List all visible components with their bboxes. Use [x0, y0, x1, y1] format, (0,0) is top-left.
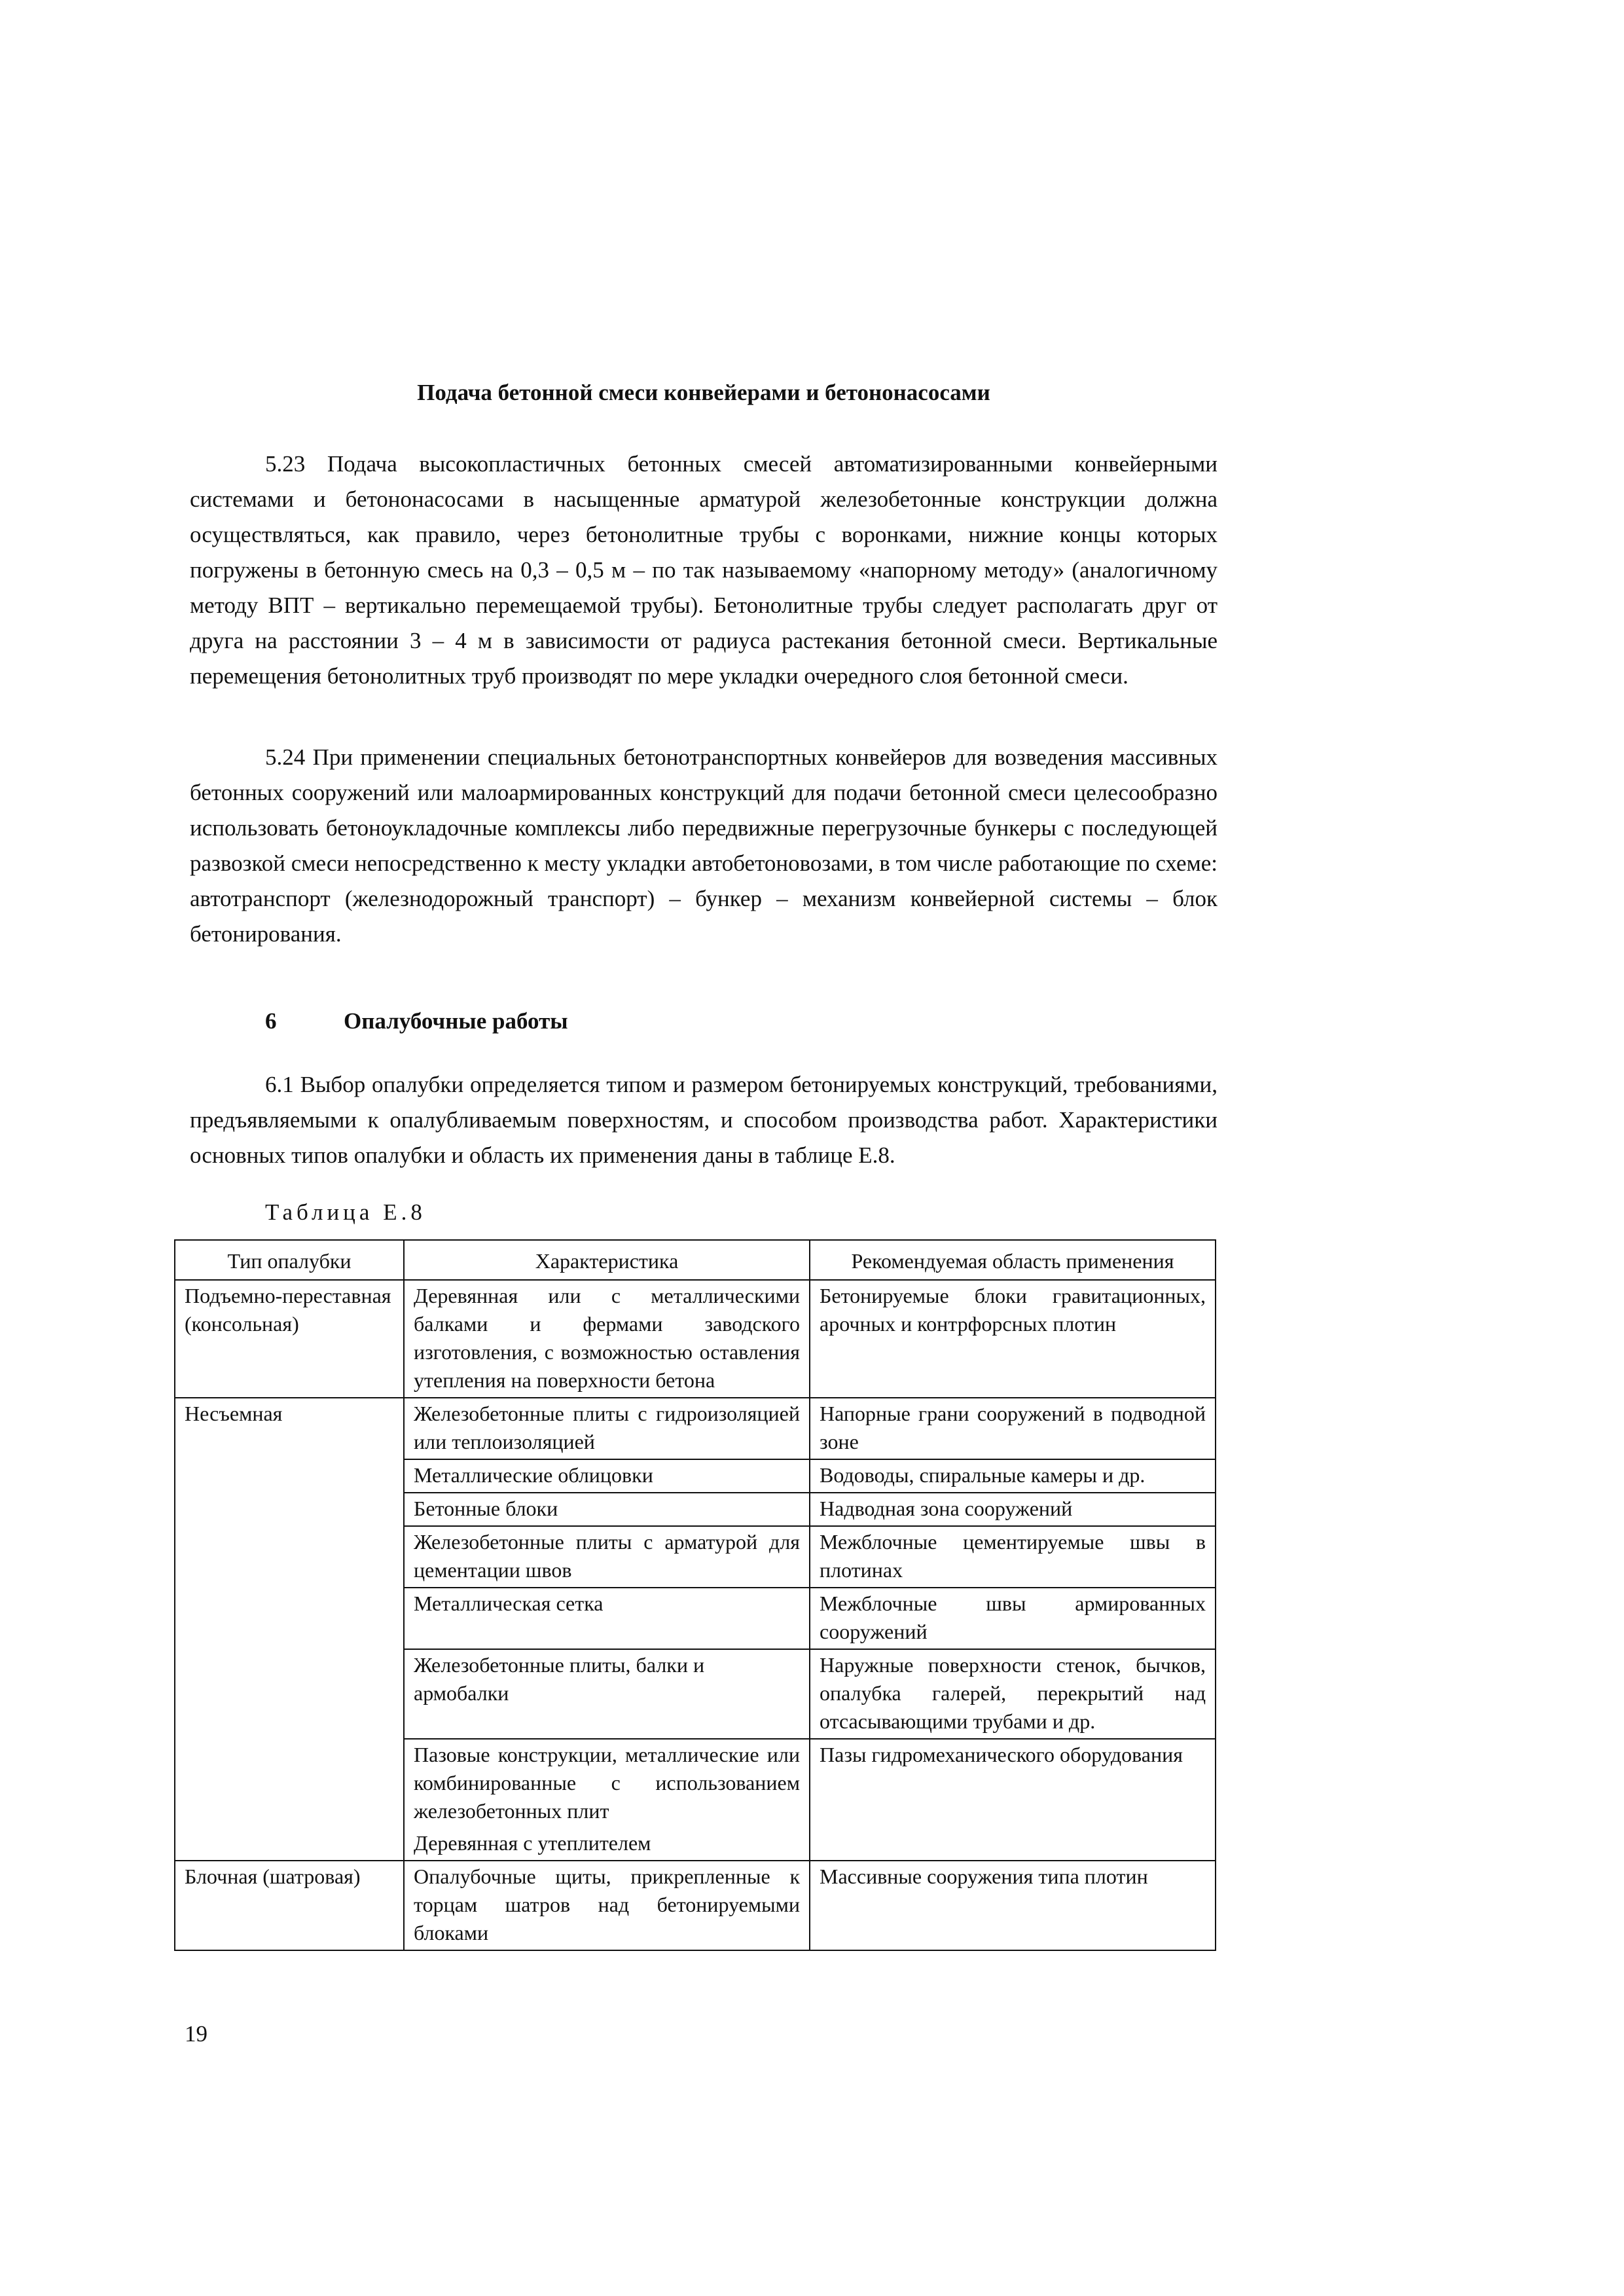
- table-header-row: [175, 1240, 1216, 1280]
- cell-application: Массивные сооружения типа плотин: [810, 1861, 1216, 1950]
- table-caption: Таблица Е.8: [265, 1199, 426, 1225]
- cell-application: Водоводы, спиральные камеры и др.: [810, 1459, 1216, 1493]
- cell-type: Подъемно-переставная (консольная): [175, 1280, 404, 1398]
- cell-application: Надводная зона сооружений: [810, 1493, 1216, 1526]
- cell-characteristic: Металлическая сетка: [404, 1588, 810, 1649]
- header-characteristic: Характеристика: [404, 1240, 810, 1280]
- cell-application: Межблочные цементируемые швы в плотинах: [810, 1526, 1216, 1588]
- formwork-table: [174, 1239, 1216, 1951]
- cell-characteristic: Бетонные блоки: [404, 1493, 810, 1526]
- cell-application: Межблочные швы армированных сооружений: [810, 1588, 1216, 1649]
- cell-application: Напорные грани сооружений в подводной зоне: [810, 1398, 1216, 1459]
- cell-application: Бетонируемые блоки гравитационных, арочных и контрфорсных плотин: [810, 1280, 1216, 1398]
- page-number: 19: [185, 2021, 208, 2047]
- cell-characteristic: Деревянная с утеплителем: [404, 1828, 810, 1861]
- cell-characteristic: Деревянная или с металлическими балками и фермами заводского изготовления, с возможностью оставления утепления на поверхности бетона: [404, 1280, 810, 1398]
- header-type: Тип опалубки: [175, 1240, 404, 1280]
- section-title: Подача бетонной смеси конвейерами и бетононасосами: [417, 380, 990, 405]
- paragraph-5-24: 5.24 При применении специальных бетонотранспортных конвейеров для возведения массивных бетонных сооружений или малоармированных конструкций для подачи бетонной смеси целесообразно использовать бетоноукладочные комплексы либо передвижные перегрузочные бункеры с последующей развозкой смеси непосредственно к месту укладки автобетоновозами, в том числе работающие по схеме: автотранспорт (железнодорожный транспорт) – бункер – механизм конвейерной системы – блок бетонирования.: [190, 744, 1218, 947]
- section-6-heading: [265, 1007, 568, 1036]
- cell-type: Блочная (шатровая): [175, 1861, 404, 1950]
- table-row: [175, 1280, 1216, 1398]
- cell-type: Несъемная: [175, 1398, 404, 1861]
- section-6-number: 6: [265, 1008, 277, 1034]
- cell-characteristic: Опалубочные щиты, прикрепленные к торцам шатров над бетонируемыми блоками: [404, 1861, 810, 1950]
- table-row: [175, 1861, 1216, 1950]
- paragraph-6-1: 6.1 Выбор опалубки определяется типом и размером бетонируемых конструкций, требованиями, предъявляемыми к опалубливаемым поверхностям, и способом производства работ. Характеристики основных типов опалубки и область их применения даны в таблице Е.8.: [190, 1072, 1218, 1168]
- table-row: [175, 1398, 1216, 1459]
- cell-characteristic: Железобетонные плиты с гидроизоляцией или теплоизоляцией: [404, 1398, 810, 1459]
- header-application: Рекомендуемая область применения: [810, 1240, 1216, 1280]
- cell-characteristic: Металлические облицовки: [404, 1459, 810, 1493]
- section-6-title: Опалубочные работы: [344, 1008, 568, 1034]
- cell-characteristic: Пазовые конструкции, металлические или комбинированные с использованием железобетонных плит: [404, 1739, 810, 1828]
- paragraph-5-23: 5.23 Подача высокопластичных бетонных смесей автоматизированными конвейерными системами и бетононасосами в насыщенные арматурой железобетонные конструкции должна осуществляться, как правило, через бетонолитные трубы с воронками, нижние концы которых погружены в бетонную смесь на 0,3 – 0,5 м – по так называемому «напорному методу» (аналогичному методу ВПТ – вертикально перемещаемой трубы). Бетонолитные трубы следует располагать друг от друга на расстоянии 3 – 4 м в зависимости от радиуса растекания бетонной смеси. Вертикальные перемещения бетонолитных труб производят по мере укладки очередного слоя бетонной смеси.: [190, 451, 1218, 689]
- cell-characteristic: Железобетонные плиты, балки и армобалки: [404, 1649, 810, 1739]
- cell-application: Наружные поверхности стенок, бычков, опалубка галерей, перекрытий над отсасывающими трубами и др.: [810, 1649, 1216, 1739]
- cell-application: Пазы гидромеханического оборудования: [810, 1739, 1216, 1861]
- cell-characteristic: Железобетонные плиты с арматурой для цементации швов: [404, 1526, 810, 1588]
